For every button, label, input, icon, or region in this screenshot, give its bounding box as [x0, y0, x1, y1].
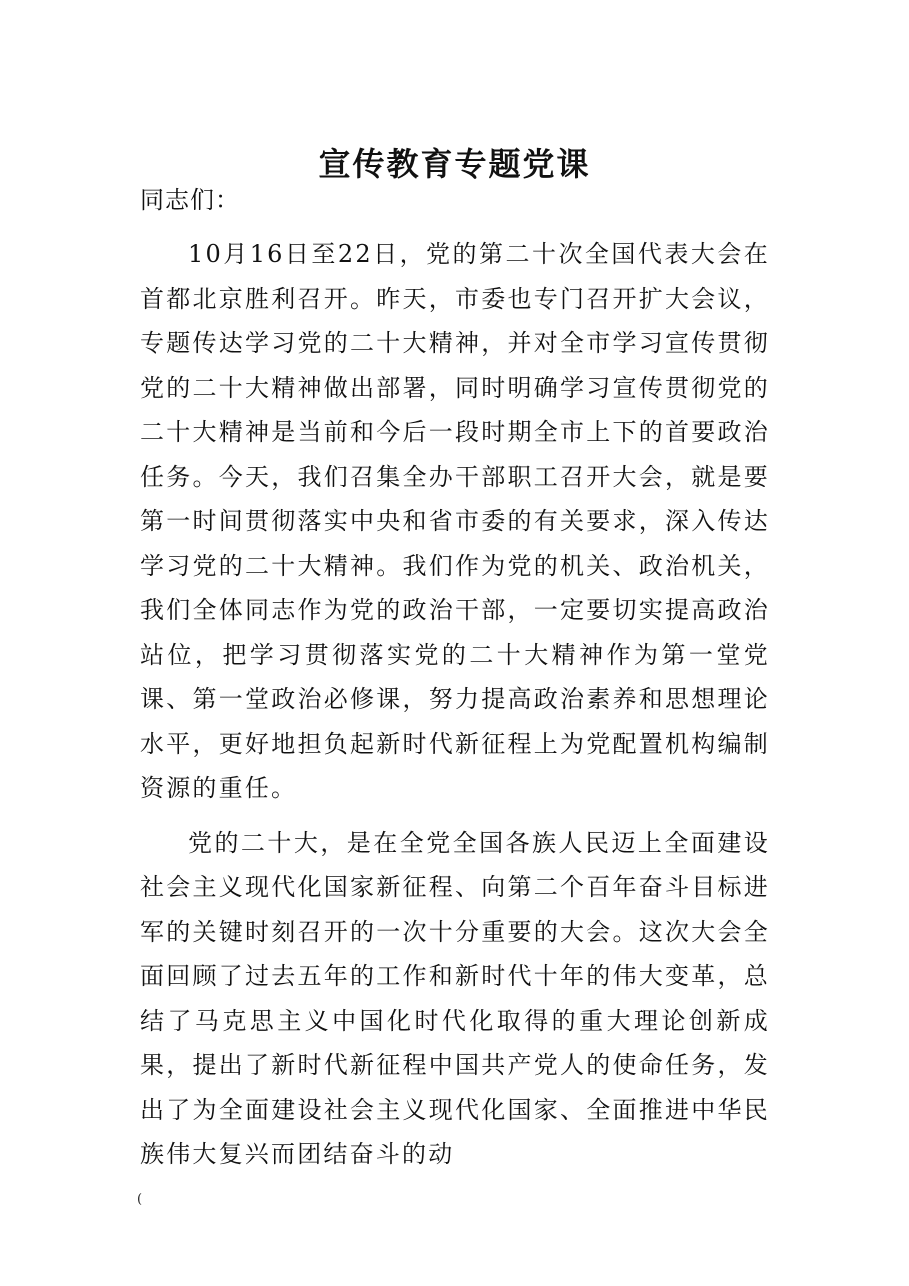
paragraph-2: 党的二十大，是在全党全国各族人民迈上全面建设社会主义现代化国家新征程、向第二个百年奋斗目标进军的关键时刻召开的一次十分重要的大会。这次大会全面回顾了过去五年的工作和新时代十年的伟大变革，总结了马克思主义中国化时代化取得的重大理论创新成果，提出了新时代新征程中国共产党人的使命任务，发出了为全面建设社会主义现代化国家、全面推进中华民族伟大复兴而团结奋斗的动 — [140, 828, 770, 1168]
document-body — [140, 178, 770, 1177]
paragraph-1: 10月16日至22日，党的第二十次全国代表大会在首都北京胜利召开。昨天，市委也专门召开扩大会议，专题传达学习党的二十大精神，并对全市学习宣传贯彻党的二十大精神做出部署，同时明确学习宣传贯彻党的二十大精神是当前和今后一段时期全市上下的首要政治任务。今天，我们召集全办干部职工召开大会，就是要第一时间贯彻落实中央和省市委的有关要求，深入传达学习党的二十大精神。我们作为党的机关、政治机关，我们全体同志作为党的政治干部，一定要切实提高政治站位，把学习贯彻落实党的二十大精神作为第一堂党课、第一堂政治必修课，努力提高政治素养和思想理论水平，更好地担负起新时代新征程上为党配置机构编制资源的重任。 — [140, 240, 770, 802]
salutation: 同志们： — [140, 186, 240, 214]
document-title: 宣传教育专题党课 — [318, 145, 591, 184]
footer-mark: ( — [137, 1192, 143, 1207]
